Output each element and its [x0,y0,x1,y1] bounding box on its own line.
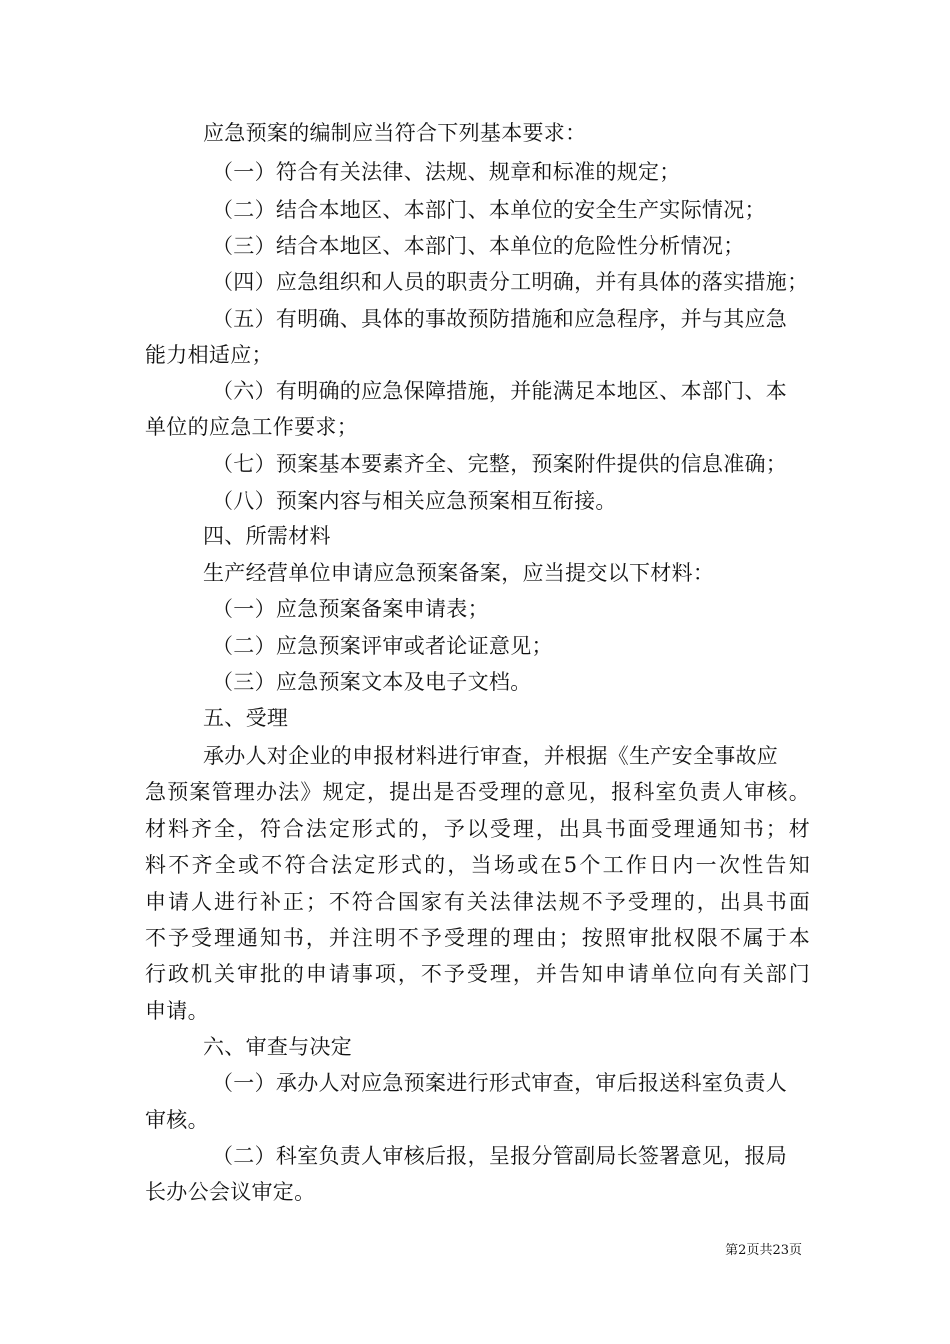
text-line: 不予受理通知书，并注明不予受理的理由；按照审批权限不属于本 [145,926,810,950]
text-line: （四）应急组织和人员的职责分工明确，并有具体的落实措施； [212,270,809,294]
text-line: 申请人进行补正；不符合国家有关法律法规不予受理的，出具书面 [145,890,810,914]
text-line: （一）应急预案备案申请表； [212,597,489,621]
text-line: （二）结合本地区、本部门、本单位的安全生产实际情况； [212,198,766,222]
text-line: 单位的应急工作要求； [145,415,358,439]
text-line: 生产经营单位申请应急预案备案，应当提交以下材料： [203,561,715,585]
text-line: （七）预案基本要素齐全、完整，预案附件提供的信息准确； [212,452,788,476]
text-line: （八）预案内容与相关应急预案相互衔接。 [212,489,617,513]
text-line: 申请。 [145,999,209,1023]
text-line: 承办人对企业的申报材料进行审查，并根据《生产安全事故应 [203,744,779,768]
text-line: 能力相适应； [145,343,273,367]
text-line: （六）有明确的应急保障措施，并能满足本地区、本部门、本 [212,379,788,403]
section-heading: 四、所需材料 [203,524,331,548]
text-line: 应急预案的编制应当符合下列基本要求： [203,121,587,145]
text-line: 长办公会议审定。 [145,1180,316,1204]
text-line: （三）应急预案文本及电子文档。 [212,670,532,694]
text-line: 行政机关审批的申请事项，不予受理，并告知申请单位向有关部门 [145,962,810,986]
text-line: 审核。 [145,1108,209,1132]
text-line: （三）结合本地区、本部门、本单位的危险性分析情况； [212,234,745,258]
text-line: 急预案管理办法》规定，提出是否受理的意见，报科室负责人审核。 [145,780,810,804]
section-heading: 五、受理 [203,706,289,730]
text-line: （二）应急预案评审或者论证意见； [212,634,553,658]
text-line: （二）科室负责人审核后报，呈报分管副局长签署意见，报局 [212,1144,788,1168]
text-line: 材料齐全，符合法定形式的，予以受理，出具书面受理通知书；材 [145,817,810,841]
page-number-footer: 第2页共23页 [725,1243,802,1258]
text-line: （五）有明确、具体的事故预防措施和应急程序，并与其应急 [212,307,788,331]
text-line: 料不齐全或不符合法定形式的，当场或在5个工作日内一次性告知 [145,853,810,877]
section-heading: 六、审查与决定 [203,1035,353,1059]
text-line: （一）承办人对应急预案进行形式审查，审后报送科室负责人 [212,1071,788,1095]
text-line: （一）符合有关法律、法规、规章和标准的规定； [212,160,681,184]
